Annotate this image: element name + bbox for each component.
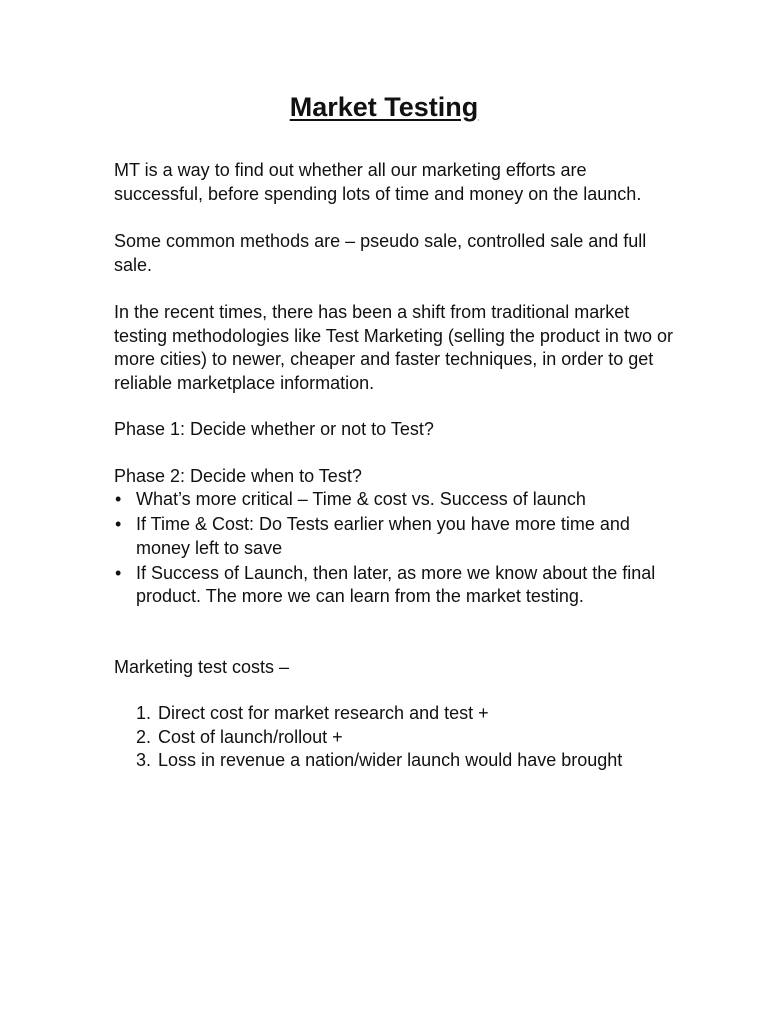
phase-2-paragraph: Phase 2: Decide when to Test? (114, 465, 362, 486)
bullet-text: If Time & Cost: Do Tests earlier when you have more time and money left to save (136, 514, 630, 558)
methods-paragraph: Some common methods are – pseudo sale, controlled sale and full sale. (114, 231, 647, 275)
numbered-item (114, 702, 674, 726)
item-number: 1. (136, 703, 152, 723)
bullet-item (114, 488, 674, 512)
item-text: Loss in revenue a nation/wider launch would have brought (158, 750, 623, 770)
numbered-item (114, 726, 674, 750)
bullet-icon: • (115, 514, 122, 534)
costs-heading: Marketing test costs – (114, 656, 290, 677)
shift-paragraph: In the recent times, there has been a shift from traditional market testing methodologies like Test Marketing (selling the product in two or more cities) to newer, cheaper and faster techniques, in order to get reliable marketplace information. (114, 302, 673, 393)
bullet-item (114, 513, 674, 560)
costs-numbered-list (114, 702, 674, 773)
phase-2-bullet-list (114, 488, 674, 609)
bullet-item (114, 562, 674, 609)
item-text: Cost of launch/rollout + (158, 726, 343, 747)
bullet-icon: • (115, 489, 122, 509)
item-number: 2. (136, 726, 152, 747)
phase-1-paragraph: Phase 1: Decide whether or not to Test? (114, 419, 434, 439)
intro-paragraph: MT is a way to find out whether all our marketing efforts are successful, before spending lots of time and money on the launch. (114, 160, 642, 204)
item-number: 3. (136, 750, 152, 770)
bullet-icon: • (115, 562, 122, 583)
bullet-text: If Success of Launch, then later, as more we know about the final product. The more we can learn from the market testing. (136, 562, 656, 606)
document-body (114, 159, 674, 773)
numbered-item (114, 749, 674, 773)
bullet-text: What’s more critical – Time & cost vs. Success of launch (136, 489, 586, 509)
document-title: Market Testing (289, 92, 479, 122)
item-text: Direct cost for market research and test + (158, 703, 489, 723)
